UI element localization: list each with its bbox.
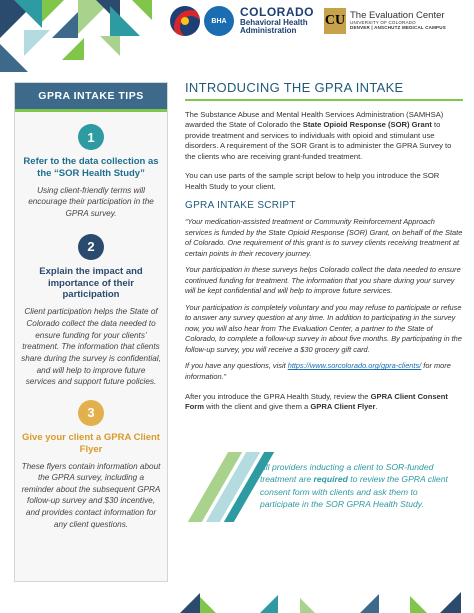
sample-script-paragraph: You can use parts of the sample script below to help you introduce the SOR Health Study to your client.	[185, 171, 440, 191]
script-paragraph-3: Your participation is completely voluntary and you may refuse to participate or refuse to answer any survey question at any time. In addition to participating in the survey now, you will also hear from The Evaluation Center, a partner to the State of Colorado, to complete a follow-up survey in about five months. By participating in the follow-up survey, you will receive a $30 grocery gift card.	[185, 302, 462, 354]
ec-line-2: UNIVERSITY OF COLORADO	[350, 20, 416, 26]
bha-logo-icon	[204, 6, 234, 36]
ec-line-1: The Evaluation Center	[350, 9, 445, 21]
cu-logo-mark: CU	[324, 13, 346, 28]
tip-3	[15, 400, 167, 531]
bha-colorado: COLORADO	[240, 5, 314, 20]
script-paragraph-1: “Your medication-assisted treatment or Community Reinforcement Approach services is funded by the State Opioid Response (SOR) Grant, on behalf of the State of Colorado. One requirement of this grant is to survey clients receiving treatment at certain points in their recovery journey.	[185, 217, 463, 258]
consent-form-bold: GPRA Client Consent Form	[185, 391, 448, 411]
tip-3-number-badge: 3	[78, 400, 104, 426]
client-flyer-bold: GPRA Client Flyer	[310, 401, 376, 411]
intro-text-2: to provide treatment and services to individuals with opioid and stimulant use disorders. A requirement of the SOR Grant is to administer the GPRA Survey to the clients who are receiving grant-funded treatment.	[185, 120, 452, 161]
intro-paragraph	[185, 110, 463, 162]
tip-1	[15, 124, 167, 220]
bha-line-3: Administration	[240, 26, 297, 36]
tips-banner: GPRA INTAKE TIPS	[15, 83, 167, 112]
main-content	[185, 80, 463, 412]
tip-2-number-badge: 2	[78, 234, 104, 260]
script-p4-post: for more information.”	[185, 361, 451, 381]
after-text-3: .	[375, 401, 378, 411]
bha-logo-initials: BHA	[211, 17, 227, 25]
tip-1-title: Refer to the data collection as the “SOR Health Study”	[23, 156, 159, 179]
page-title: INTRODUCING THE GPRA INTAKE	[185, 80, 463, 101]
callout-post: to review the GPRA client consent form with clients and ask them to participate in the SOR GPRA Health Study.	[260, 474, 448, 510]
gpra-clients-link[interactable]: https://www.sorcolorado.org/gpra-clients/	[287, 361, 422, 371]
after-text-1: After you introduce the GPRA Health Study, review the	[185, 391, 371, 401]
intro-bold-grant: State Opioid Response (SOR) Grant	[302, 120, 432, 130]
script-p4-pre: If you have any questions, visit	[185, 361, 288, 371]
script-paragraph-4	[185, 361, 463, 382]
tip-1-body: Using client-friendly terms will encourage their participation in the GPRA survey.	[28, 185, 154, 219]
bha-line-2: Behavioral Health	[240, 17, 308, 27]
header-logos	[170, 6, 446, 36]
tip-3-body: These flyers contain information about the GPRA survey, including a reminder about the subsequent GPRA follow-up survey and $30 incentive, and provides contact information for any client questions.	[21, 461, 161, 529]
callout-pre: All providers inducting a client to SOR-funded treatment are	[260, 462, 434, 485]
tip-2-body: Client participation helps the State of Colorado collect the data needed to ensure funding for your clients’ treatment. The information that clients share during the survey is confidential, and will help to improve future services and support future policies.	[21, 307, 161, 387]
tip-2-title: Explain the impact and importance of their participation	[39, 265, 143, 301]
tip-3-title: Give your client a GPRA Client Flyer	[22, 431, 160, 455]
tip-2	[15, 234, 167, 388]
ec-line-3: DENVER | ANSCHUTZ MEDICAL CAMPUS	[350, 25, 446, 31]
tip-1-number-badge: 1	[78, 124, 104, 150]
providers-callout	[260, 461, 450, 511]
colorado-logo-icon	[170, 6, 200, 36]
after-intro-paragraph	[185, 392, 463, 413]
after-text-2: with the client and give them a	[203, 401, 311, 411]
evaluation-center-wordmark	[350, 11, 446, 31]
intro-text-1: The Substance Abuse and Mental Health Services Administration (SAMHSA) awarded the State of Colorado the	[185, 110, 444, 130]
bha-wordmark	[240, 6, 314, 35]
script-paragraph-2: Your participation in these surveys helps Colorado collect the data needed to ensure continued funding for treatment. The information that you share during your survey will be kept confidential and will help to improve future services.	[185, 265, 461, 296]
cu-logo-icon	[324, 8, 346, 34]
gpra-intake-tips-sidebar	[14, 82, 168, 582]
script-heading: GPRA INTAKE SCRIPT	[185, 200, 296, 212]
callout-required: required	[313, 474, 348, 485]
